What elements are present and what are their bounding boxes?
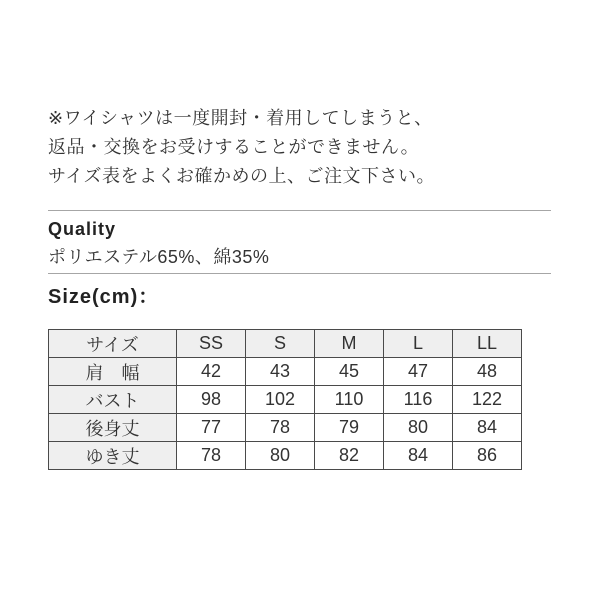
table-row (49, 386, 522, 414)
row-label-cell: ゆき丈 (49, 442, 177, 470)
size-chart-table (48, 329, 522, 470)
table-cell: 48 (453, 358, 522, 386)
table-cell: 122 (453, 386, 522, 414)
row-label-cell: 肩 幅 (49, 358, 177, 386)
size-section-heading: Size(cm)： (48, 286, 160, 308)
table-cell: 43 (246, 358, 315, 386)
table-cell: 84 (384, 442, 453, 470)
table-cell: 78 (246, 414, 315, 442)
table-header-cell: LL (453, 330, 522, 358)
notice-line: 返品・交換をお受けすることができません。 (48, 137, 420, 157)
table-header-cell: SS (177, 330, 246, 358)
table-cell: 86 (453, 442, 522, 470)
table-cell: 102 (246, 386, 315, 414)
table-header-row (49, 330, 522, 358)
table-cell: 45 (315, 358, 384, 386)
table-row (49, 442, 522, 470)
table-cell: 82 (315, 442, 384, 470)
table-header-cell: サイズ (49, 330, 177, 358)
table-header-cell: L (384, 330, 453, 358)
table-cell: 80 (246, 442, 315, 470)
table-header-cell: M (315, 330, 384, 358)
table-cell: 98 (177, 386, 246, 414)
table-cell: 78 (177, 442, 246, 470)
section-divider (48, 273, 551, 274)
section-divider (48, 210, 551, 211)
table-cell: 110 (315, 386, 384, 414)
return-policy-notice (48, 104, 435, 191)
table-cell: 47 (384, 358, 453, 386)
table-row (49, 414, 522, 442)
fabric-composition-text: ポリエステル65%、綿35% (48, 247, 270, 267)
table-cell: 79 (315, 414, 384, 442)
table-cell: 84 (453, 414, 522, 442)
notice-line: ※ワイシャツは一度開封・着用してしまうと、 (48, 108, 433, 128)
row-label-cell: バスト (49, 386, 177, 414)
table-cell: 42 (177, 358, 246, 386)
table-row (49, 358, 522, 386)
table-cell: 80 (384, 414, 453, 442)
row-label-cell: 後身丈 (49, 414, 177, 442)
table-cell: 116 (384, 386, 453, 414)
quality-heading: Quality (48, 219, 117, 239)
table-cell: 77 (177, 414, 246, 442)
table-header-cell: S (246, 330, 315, 358)
notice-line: サイズ表をよくお確かめの上、ご注文下さい。 (48, 166, 436, 186)
